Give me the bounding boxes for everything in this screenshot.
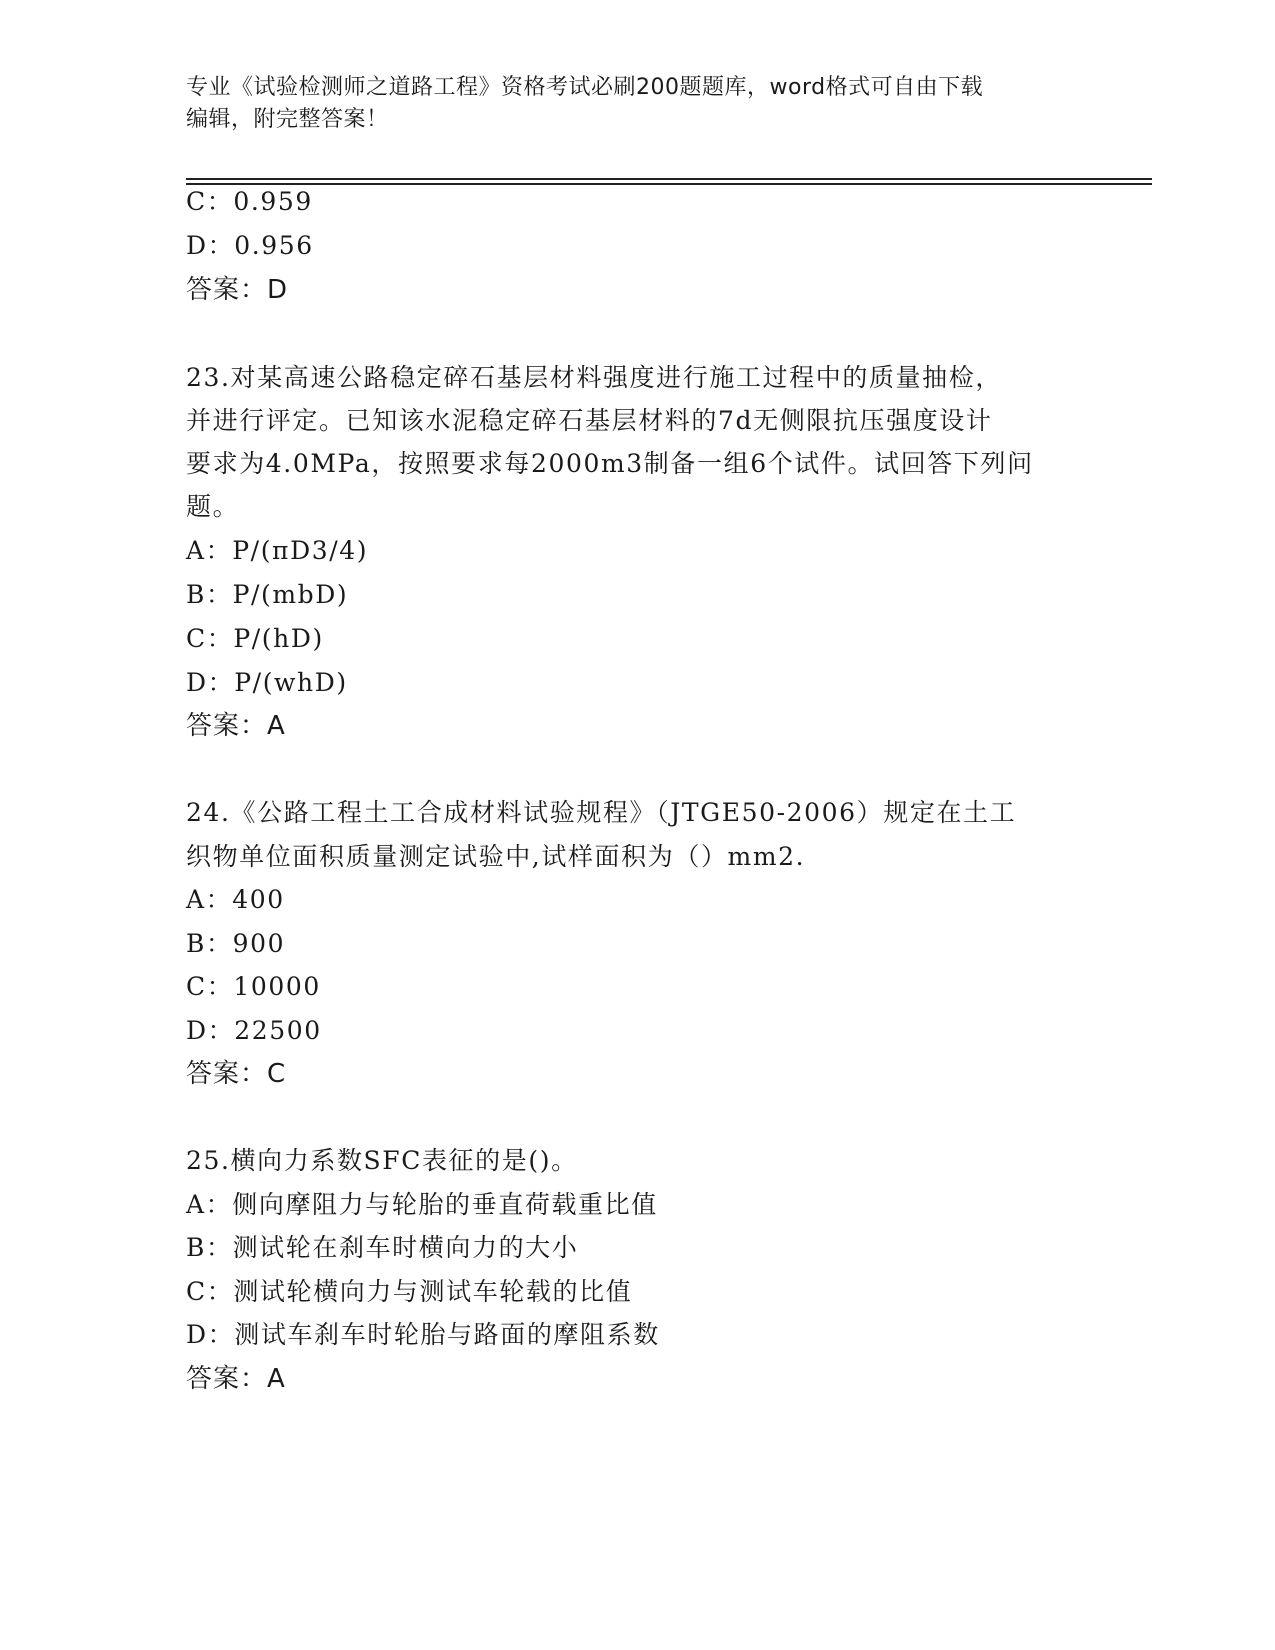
q25-answer: 答案：A	[186, 1364, 286, 1394]
q23-option-b: B：P/(mbD)	[186, 580, 349, 609]
header-line-1: 专业《试验检测师之道路工程》资格考试必刷200题题库，word格式可自由下载	[186, 75, 984, 100]
q24-option-a: A：400	[186, 885, 285, 914]
header-line-2: 编辑，附完整答案！	[186, 107, 389, 132]
q22-answer: 答案：D	[186, 275, 289, 305]
q23-stem-line-1: 23.对某高速公路稳定碎石基层材料强度进行施工过程中的质量抽检，	[186, 363, 1002, 392]
q24-option-d: D：22500	[186, 1016, 322, 1045]
q22-option-c: C：0.959	[186, 187, 313, 216]
q24-answer: 答案：C	[186, 1059, 287, 1089]
q23-answer: 答案：A	[186, 711, 286, 741]
q25-option-b: B：测试轮在刹车时横向力的大小	[186, 1233, 579, 1262]
q23-option-d: D：P/(whD)	[186, 668, 348, 697]
page-header	[186, 72, 1066, 136]
q24-option-c: C：10000	[186, 972, 321, 1001]
q23-stem-line-4: 题。	[186, 492, 240, 521]
q22-option-d: D：0.956	[186, 231, 314, 260]
q25-stem-line-1: 25.横向力系数SFC表征的是()。	[186, 1146, 578, 1175]
q25-option-c: C：测试轮横向力与测试车轮载的比值	[186, 1277, 633, 1306]
q23-option-a: A：P/(πD3/4)	[186, 536, 369, 565]
q23-stem-line-3: 要求为4.0MPa，按照要求每2000m3制备一组6个试件。试回答下列问	[186, 449, 1034, 478]
q23-stem-line-2: 并进行评定。已知该水泥稳定碎石基层材料的7d无侧限抗压强度设计	[186, 406, 993, 435]
header-divider-top	[186, 178, 1152, 180]
q25-option-d: D：测试车刹车时轮胎与路面的摩阻系数	[186, 1320, 660, 1349]
q24-option-b: B：900	[186, 929, 286, 958]
q25-option-a: A：侧向摩阻力与轮胎的垂直荷载重比值	[186, 1190, 658, 1219]
q24-stem-line-1: 24.《公路工程土工合成材料试验规程》（JTGE50-2006）规定在土工	[186, 798, 1017, 827]
header-divider-bottom	[186, 183, 1152, 185]
q24-stem-line-2: 织物单位面积质量测定试验中,试样面积为（）mm2.	[186, 842, 806, 871]
q23-option-c: C：P/(hD)	[186, 624, 324, 653]
